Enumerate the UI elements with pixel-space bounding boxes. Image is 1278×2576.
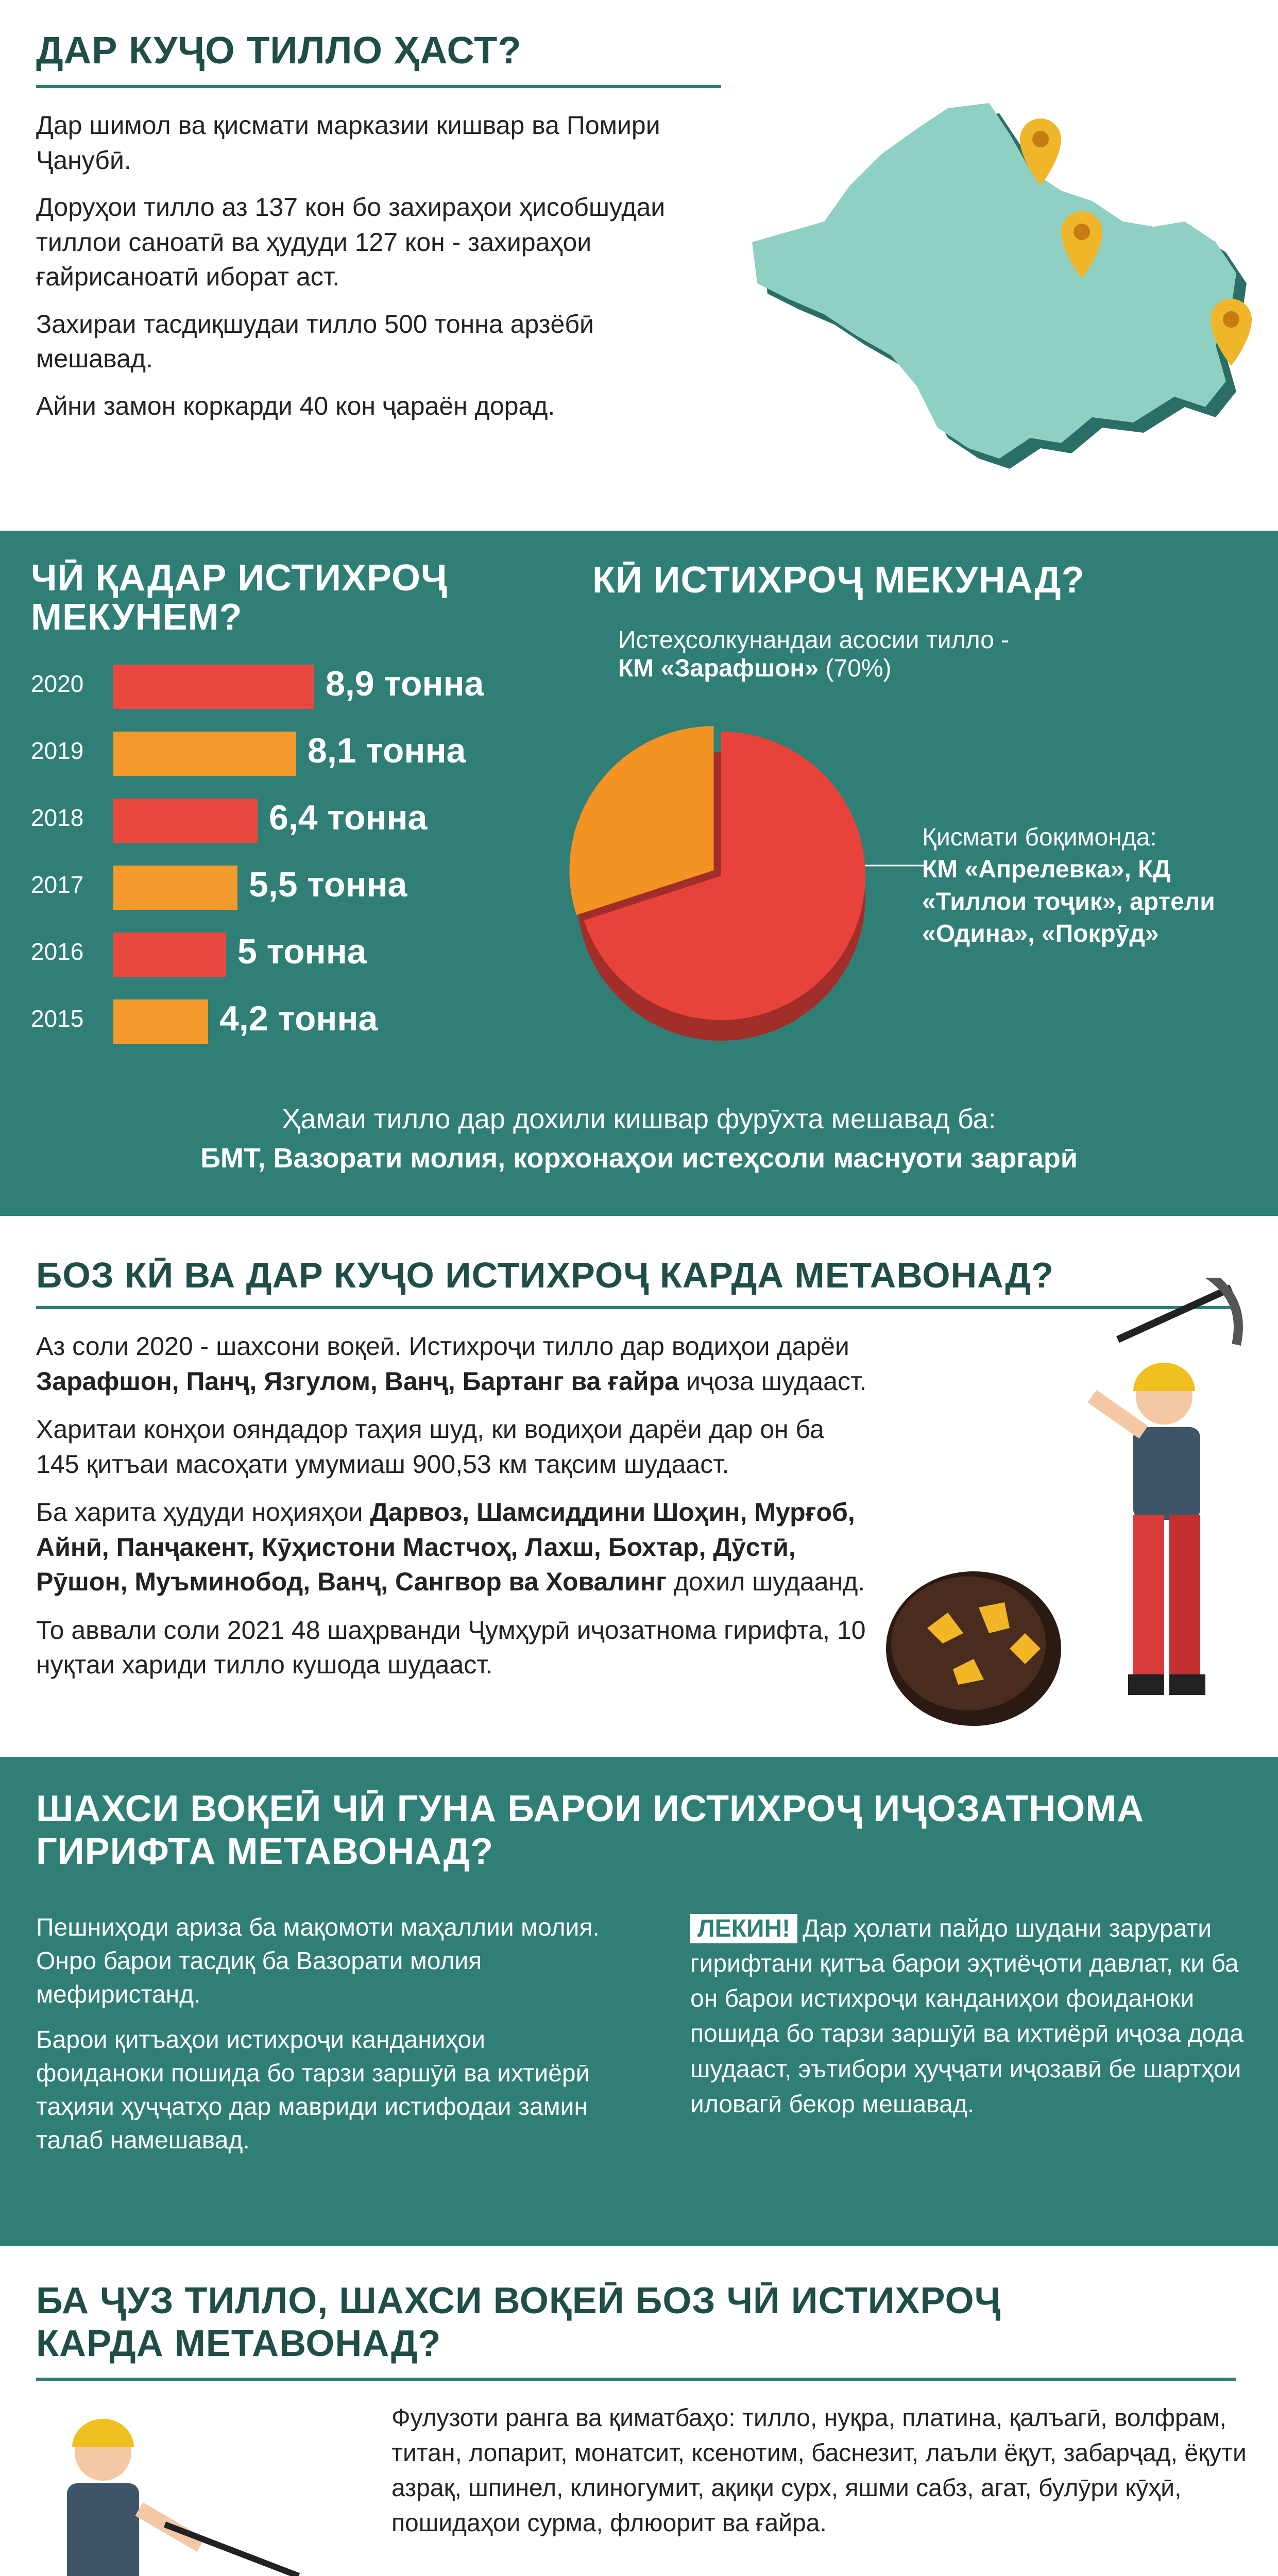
paragraph: Аз соли 2020 - шахсони воқеӣ. Истихроҷи тилло дар водиҳои дарёи Зарафшон, Панҷ, Язгулом, Ванҷ, Бартанг ва ғайра иҷоза шудааст. <box>36 1332 867 1396</box>
permit-section <box>0 1757 1278 2246</box>
permit-steps <box>36 1911 603 2170</box>
bar-value-label: 6,4 тонна <box>269 798 428 837</box>
where-gold-section <box>0 0 1278 515</box>
bar <box>113 999 208 1044</box>
pie-label-main: Истеҳсолкунандаи асосии тилло - КМ «Зарафшон» (70%) <box>618 626 1010 682</box>
other-minerals-section <box>0 2246 1278 2576</box>
bar-value-label: 8,9 тонна <box>326 664 484 703</box>
paragraph: Харитаи конҳои ояндадор таҳия шуд, ки водиҳои дарёи дар он ба 145 қитъаи масоҳати умумиаш 900,53 км тақсим шудааст. <box>36 1415 824 1479</box>
bar-year-label: 2016 <box>31 938 84 965</box>
divider <box>36 2378 1236 2381</box>
paragraph: Барои қитъаҳои истихроҷи канданиҳои фоиданоки пошида бо тарзи заршӯӣ ва ихтиёрӣ таҳияи ҳуҷҷатҳо дар мавриди истифодаи замин талаб намешавад. <box>36 2026 590 2154</box>
section-title: ШАХСИ ВОҚЕӢ ЧӢ ГУНА БАРОИ ИСТИХРОҶ ИҶОЗАТНОМА ГИРИФТА МЕТАВОНАД? <box>36 1788 1145 1872</box>
pie-chart <box>567 716 927 1077</box>
bar <box>113 799 258 843</box>
bar-value-label: 8,1 тонна <box>308 731 466 770</box>
section-title: КӢ ИСТИХРОҶ МЕКУНАД? <box>592 560 1085 601</box>
section-text <box>36 1329 871 1696</box>
bar-year-label: 2017 <box>31 871 84 898</box>
bar-value-label: 4,2 тонна <box>219 999 378 1038</box>
section-title: БА ҶУЗ ТИЛЛО, ШАХСИ ВОҚЕӢ БОЗ ЧӢ ИСТИХРОҶ КАРДА МЕТАВОНАД? <box>36 2280 1001 2364</box>
paragraph: Дар шимол ва қисмати марказии кишвар ва Помири Ҷанубӣ. <box>36 111 660 175</box>
section-title: ЧӢ ҚАДАР ИСТИХРОҶ МЕКУНЕМ? <box>31 557 448 638</box>
bar-value-label: 5,5 тонна <box>249 865 407 904</box>
permit-warning <box>690 1911 1257 2122</box>
section-title: ДАР КУҶО ТИЛЛО ҲАСТ? <box>36 29 522 72</box>
production-section <box>0 531 1278 1216</box>
warning-badge: ЛЕКИН! <box>690 1914 797 1943</box>
miner-with-sack-icon <box>31 2391 361 2576</box>
bar <box>113 665 314 709</box>
bar-year-label: 2019 <box>31 737 84 764</box>
warning-text: Дар ҳолати пайдо шудани зарурати гирифтани қитъа барои эҳтиёҷоти давлат, ки ба он барои истихроҷи канданиҳои фоиданоки пошида бо тарзи заршӯӣ ва ихтиёрӣ иҷоза дода шудааст, эътибори ҳуҷҷати иҷозавӣ бе шартҳои иловагӣ бекор мешавад. <box>690 1915 1244 2118</box>
paragraph: Ба харита ҳудуди ноҳияҳои Дарвоз, Шамсиддини Шоҳин, Мурғоб, Айнӣ, Панҷакент, Кӯҳистони Мастчоҳ, Лахш, Бохтар, Дӯстӣ, Рӯшон, Муъминобод, Ванҷ, Сангвор ва Ховалинг дохил шудаанд. <box>36 1498 865 1596</box>
company-list: КМ «Апрелевка», КД «Тиллои тоҷик», артели «Одина», «Покрӯд» <box>922 856 1215 948</box>
section-title: БОЗ КӢ ВА ДАР КУҶО ИСТИХРОҶ КАРДА МЕТАВОНАД? <box>36 1255 1054 1295</box>
bar <box>113 933 226 977</box>
miner-with-pickaxe-icon <box>876 1278 1267 1741</box>
minerals-list: Фулузоти ранга ва қиматбаҳо: тилло, нуқра, платина, қалъагӣ, волфрам, титан, лопарит, монатсит, ксенотим, баснезит, лаъли ёқут, забарҷад, ёқути азрақ, шпинел, клиногумит, ақиқи сурх, яшми сабз, агат, булӯри кӯҳӣ, пошидаҳои сурма, флюорит ва ғайра. <box>391 2404 1247 2537</box>
pie-label-rest: Қисмати боқимонда: КМ «Апрелевка», КД «Тиллои тоҷик», артели «Одина», «Покрӯд» <box>922 824 1215 948</box>
bar <box>113 866 237 910</box>
bar <box>113 732 296 776</box>
paragraph: Пешниҳоди ариза ба мақомоти маҳаллии молия. Онро барои тасдиқ ба Вазорати молия мефиристанд. <box>36 1914 600 2008</box>
bar-year-label: 2015 <box>31 1005 84 1032</box>
paragraph: Доруҳои тилло аз 137 кон бо захираҳои ҳисобшудаи тиллои саноатӣ ва ҳудуди 127 кон - захираҳои ғайрисаноатӣ иборат аст. <box>36 193 666 291</box>
bar-value-label: 5 тонна <box>237 932 367 971</box>
paragraph: Айни замон коркарди 40 кон ҷараён дорад. <box>36 391 555 420</box>
divider <box>36 85 721 88</box>
bar-year-label: 2020 <box>31 670 84 697</box>
section-text <box>36 108 716 436</box>
bar-year-label: 2018 <box>31 804 84 831</box>
tajikistan-map-icon <box>731 77 1262 500</box>
company-name: КМ «Зарафшон» <box>618 655 819 682</box>
paragraph: Захираи тасдиқшудаи тилло 500 тонна арзёбӣ мешавад. <box>36 309 594 373</box>
who-else-section <box>0 1216 1278 1757</box>
sales-note: Ҳамаи тилло дар дохили кишвар фурӯхта мешавад ба: БМТ, Вазорати молия, корхонаҳои истеҳсоли маснуоти заргарӣ <box>200 1104 1078 1174</box>
paragraph: То аввали соли 2021 48 шаҳрванди Ҷумҳурӣ иҷозатнома гирифта, 10 нуқтаи хариди тилло кушода шудааст. <box>36 1615 866 1679</box>
buyers-list: БМТ, Вазорати молия, корхонаҳои истеҳсоли маснуоти заргарӣ <box>200 1142 1078 1174</box>
share-value: (70%) <box>819 655 892 682</box>
